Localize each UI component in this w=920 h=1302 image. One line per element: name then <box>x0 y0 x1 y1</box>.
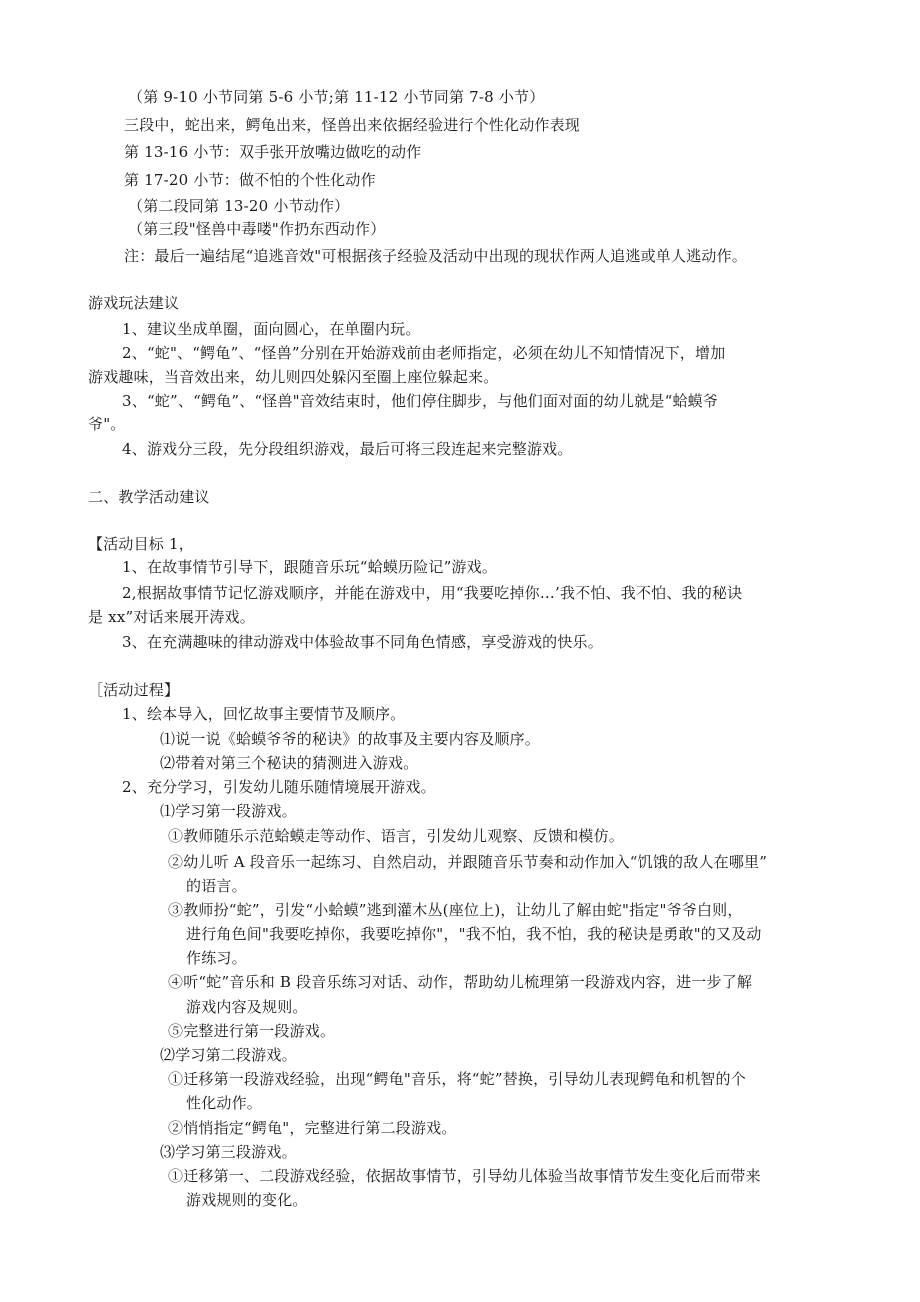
process-step-2-1-d-cont: 游戏内容及规则。 <box>186 998 308 1016</box>
suggestion-item-3-cont: 爷"。 <box>88 415 126 433</box>
suggestion-item-4: 4、游戏分三段，先分段组织游戏，最后可将三段连起来完整游戏。 <box>122 440 573 458</box>
process-step-2-1-c-cont2: 作练习。 <box>186 949 247 967</box>
suggestion-item-2: 2、“蛇"、“鳄龟”、“怪兽”分别在开始游戏前由老师指定，必须在幼儿不知情情况下，增加 <box>122 344 726 362</box>
suggestion-item-2-cont: 游戏趣味，当音效出来，幼儿则四处躲闪至圈上座位躲起来。 <box>88 368 499 386</box>
process-step-2-3-a: ①迁移第一、二段游戏经验，依据故事情节，引导幼儿体验当故事情节发生变化后而带来 <box>168 1167 761 1185</box>
process-step-2-1-c-cont1: 进行角色间"我要吃掉你，我要吃掉你"，"我不怕，我不怕，我的秘诀是勇敢"的又及动 <box>186 925 762 943</box>
text-stage-three: 三段中，蛇出来，鳄龟出来，怪兽出来依据经验进行个性化动作表现 <box>124 116 581 134</box>
text-third-stage: （第三段"怪兽中毒喽"作扔东西动作） <box>128 220 386 238</box>
process-step-2-2: ⑵学习第二段游戏。 <box>160 1046 297 1064</box>
text-note: 注：最后一遍结尾“追逃音效"可根据孩子经验及活动中出现的现状作两人追逃或单人逃动作。 <box>124 247 747 265</box>
process-step-2-3-a-cont: 游戏规则的变化。 <box>186 1191 308 1209</box>
process-step-2-1: ⑴学习第一段游戏。 <box>160 802 297 820</box>
text-bars-17-20: 第 17-20 小节：做不怕的个性化动作 <box>124 171 376 189</box>
process-step-1-1: ⑴说一说《蛤蟆爷爷的秘诀》的故事及主要内容及顺序。 <box>160 730 541 748</box>
process-step-1-2: ⑵带着对第三个秘诀的猜测进入游戏。 <box>160 754 419 772</box>
process-step-2-2-a: ①迁移第一段游戏经验，出现“鳄龟"音乐，将“蛇”替换，引导幼儿表现鳄龟和机智的个 <box>168 1070 746 1088</box>
heading-teaching-suggestions: 二、教学活动建议 <box>88 488 210 506</box>
heading-activity-goals: 【活动目标 1， <box>88 535 194 553</box>
process-step-2-2-b: ②悄悄指定“鳄龟"，完整进行第二段游戏。 <box>168 1119 457 1137</box>
goal-item-1: 1、在故事情节引导下，跟随音乐玩“蛤蟆历险记”游戏。 <box>122 558 498 576</box>
process-step-2-1-a: ①教师随乐示范蛤蟆走等动作、语言，引发幼儿观察、反馈和模仿。 <box>168 827 625 845</box>
text-bars-13-16: 第 13-16 小节：双手张开放嘴边做吃的动作 <box>124 143 422 161</box>
process-step-1: 1、绘本导入，回忆故事主要情节及顺序。 <box>122 705 406 723</box>
heading-activity-process: ［活动过程】 <box>88 681 180 699</box>
process-step-2-2-a-cont: 性化动作。 <box>186 1094 263 1112</box>
process-step-2-1-d: ④听“蛇”音乐和 B 段音乐练习对话、动作，帮助幼儿梳理第一段游戏内容，进一步了解 <box>168 973 753 991</box>
suggestion-item-3: 3、“蛇”、“鳄龟”、“怪兽"音效结束时，他们停住脚步，与他们面对面的幼儿就是“蛤蟆爷 <box>122 392 719 410</box>
text-bars-9-12: （第 9-10 小节同第 5-6 小节;第 11-12 小节同第 7-8 小节） <box>128 88 545 106</box>
suggestion-item-1: 1、建议坐成单圈，面向圆心，在单圈内玩。 <box>122 320 421 338</box>
goal-item-2: 2,根据故事情节记忆游戏顺序，并能在游戏中，用“我要吃掉你…’我不怕、我不怕、我的秘诀 <box>122 584 743 602</box>
goal-item-3: 3、在充满趣味的律动游戏中体验故事不同角色情感，享受游戏的快乐。 <box>122 633 603 651</box>
process-step-2-1-c: ③教师扮“蛇”，引发“小蛤蟆”逃到灌木丛(座位上)，让幼儿了解由蛇"指定"爷爷白则， <box>168 901 743 919</box>
process-step-2-1-e: ⑤完整进行第一段游戏。 <box>168 1022 336 1040</box>
process-step-2: 2、充分学习，引发幼儿随乐随情境展开游戏。 <box>122 778 436 796</box>
process-step-2-1-b-cont: 的语言。 <box>186 877 247 895</box>
text-second-stage: （第二段同第 13-20 小节动作） <box>128 197 350 215</box>
heading-play-suggestions: 游戏玩法建议 <box>88 294 180 312</box>
process-step-2-1-b: ②幼儿听 A 段音乐一起练习、自然启动，并跟随音乐节奏和动作加入“饥饿的敌人在哪里” <box>168 853 768 871</box>
goal-item-2-cont: 是 xx”对话来展开涛戏。 <box>88 608 255 626</box>
process-step-2-3: ⑶学习第三段游戏。 <box>160 1143 297 1161</box>
